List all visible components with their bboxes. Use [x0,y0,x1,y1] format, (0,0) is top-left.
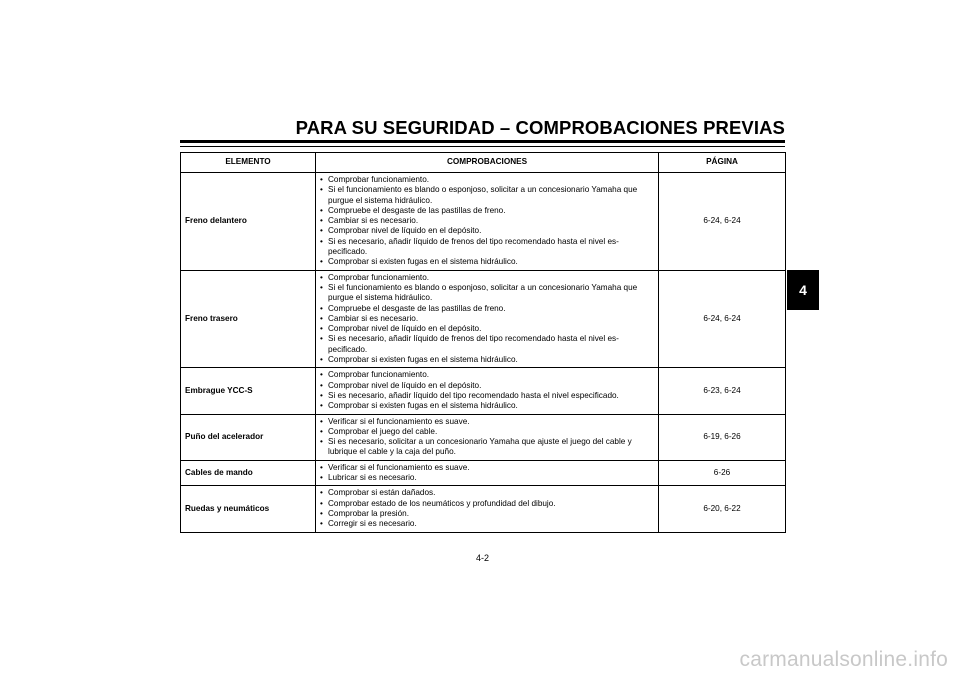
row-comprobaciones [316,460,659,486]
check-item: • Compruebe el desgaste de las pastillas de freno. [320,206,654,216]
page-number: 4-2 [475,553,489,563]
page-title: PARA SU SEGURIDAD – COMPROBACIONES PREVIAS [295,117,785,138]
check-item: • Cambiar si es necesario. [320,216,654,226]
check-item: • Verificar si el funcionamiento es suave. [320,463,654,473]
table-row [181,486,786,532]
check-item: • Verificar si el funcionamiento es suave. [320,417,654,427]
check-item: • Comprobar si existen fugas en el sistema hidráulico. [320,257,654,267]
check-item: • Si el funcionamiento es blando o esponjoso, solicitar a un concesionario Yamaha que purgue el sistema hidráulico. [320,283,654,304]
check-item: • Compruebe el desgaste de las pastillas de freno. [320,304,654,314]
table-header-row [181,153,786,173]
table-row [181,460,786,486]
row-pagina: 6-26 [659,460,786,486]
check-item: • Si es necesario, solicitar a un concesionario Yamaha que ajuste el juego del cable y lubrique el cable y la caja del puño. [320,437,654,458]
check-item: • Comprobar si están dañados. [320,488,654,498]
row-comprobaciones [316,270,659,368]
check-item: • Cambiar si es necesario. [320,314,654,324]
row-comprobaciones [316,486,659,532]
check-item: • Comprobar funcionamiento. [320,175,654,185]
check-item: • Comprobar si existen fugas en el sistema hidráulico. [320,401,654,411]
check-item: • Comprobar la presión. [320,509,654,519]
title-rule-thick [180,140,785,143]
check-list [320,417,654,458]
row-pagina: 6-20, 6-22 [659,486,786,532]
row-elemento: Freno delantero [181,173,316,271]
check-list [320,488,654,529]
check-item: • Comprobar funcionamiento. [320,370,654,380]
pre-ride-checks-table [180,152,786,533]
check-item: • Comprobar nivel de líquido en el depósito. [320,381,654,391]
check-item: • Corregir si es necesario. [320,519,654,529]
title-rule-thin [180,146,785,147]
row-pagina: 6-19, 6-26 [659,414,786,460]
check-list [320,463,654,484]
check-item: • Comprobar si existen fugas en el sistema hidráulico. [320,355,654,365]
header-elemento: ELEMENTO [181,153,316,173]
check-item: • Comprobar el juego del cable. [320,427,654,437]
check-list [320,175,654,268]
table-row [181,270,786,368]
row-elemento: Puño del acelerador [181,414,316,460]
check-item: • Comprobar nivel de líquido en el depósito. [320,324,654,334]
row-elemento: Freno trasero [181,270,316,368]
table-row [181,173,786,271]
table-row [181,368,786,414]
row-comprobaciones [316,414,659,460]
check-list [320,370,654,411]
table-row [181,414,786,460]
row-comprobaciones [316,368,659,414]
check-item: • Si el funcionamiento es blando o esponjoso, solicitar a un concesionario Yamaha que purgue el sistema hidráulico. [320,185,654,206]
row-pagina: 6-23, 6-24 [659,368,786,414]
check-item: • Lubricar si es necesario. [320,473,654,483]
check-item: • Comprobar estado de los neumáticos y profundidad del dibujo. [320,499,654,509]
row-comprobaciones [316,173,659,271]
row-pagina: 6-24, 6-24 [659,173,786,271]
row-elemento: Cables de mando [181,460,316,486]
check-item: • Comprobar nivel de líquido en el depósito. [320,226,654,236]
row-pagina: 6-24, 6-24 [659,270,786,368]
watermark: carmanualsonline.info [739,648,948,671]
header-pagina: PÁGINA [659,153,786,173]
check-item: • Si es necesario, añadir líquido del tipo recomendado hasta el nivel especificado. [320,391,654,401]
chapter-tab: 4 [787,270,819,310]
check-item: • Si es necesario, añadir líquido de frenos del tipo recomendado hasta el nivel especificado. [320,237,654,258]
header-comprobaciones: COMPROBACIONES [316,153,659,173]
check-item: • Comprobar funcionamiento. [320,273,654,283]
check-item: • Si es necesario, añadir líquido de frenos del tipo recomendado hasta el nivel especificado. [320,334,654,355]
check-list [320,273,654,366]
row-elemento: Embrague YCC-S [181,368,316,414]
row-elemento: Ruedas y neumáticos [181,486,316,532]
